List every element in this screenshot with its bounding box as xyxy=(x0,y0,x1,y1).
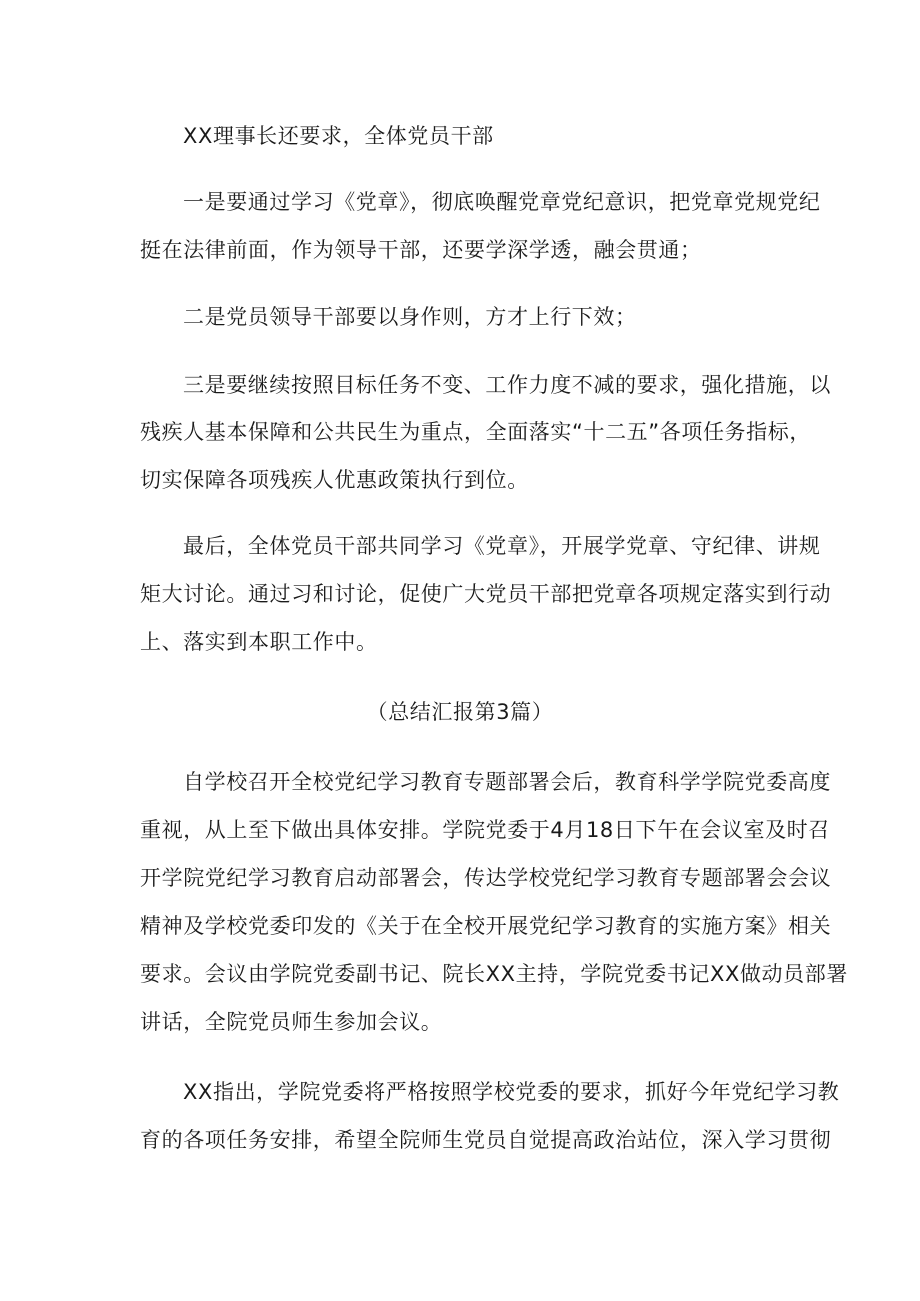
paragraph-line: 残疾人基本保障和公共民生为重点，全面落实“十二五”各项任务指标， xyxy=(140,420,811,444)
paragraph-line: 开学院党纪学习教育启动部署会，传达学校党纪学习教育专题部署会会议 xyxy=(140,866,832,890)
paragraph-line: 三是要继续按照目标任务不变、工作力度不减的要求，强化措施，以 xyxy=(183,373,831,397)
paragraph-line: 要求。会议由学院党委副书记、院长XX主持，学院党委书记XX做动员部署 xyxy=(140,962,848,986)
paragraph-line: 矩大讨论。通过习和讨论，促使广大党员干部把党章各项规定落实到行动 xyxy=(140,582,832,606)
section-heading: （总结汇报第3篇） xyxy=(366,700,554,724)
paragraph-line: 精神及学校党委印发的《关于在全校开展党纪学习教育的实施方案》相关 xyxy=(140,914,832,938)
paragraph-line: 最后，全体党员干部共同学习《党章》，开展学党章、守纪律、讲规 xyxy=(183,534,821,558)
paragraph-line: 重视，从上至下做出具体安排。学院党委于4月18日下午在会议室及时召 xyxy=(140,818,830,842)
paragraph-line: 切实保障各项残疾人优惠政策执行到位。 xyxy=(140,468,529,492)
paragraph-line: XX指出，学院党委将严格按照学校党委的要求，抓好今年党纪学习教 xyxy=(183,1080,840,1104)
paragraph-line: 上、落实到本职工作中。 xyxy=(140,630,378,654)
paragraph-line: 挺在法律前面，作为领导干部，还要学深学透，融会贯通； xyxy=(140,238,702,262)
paragraph-line: 讲话，全院党员师生参加会议。 xyxy=(140,1010,443,1034)
paragraph-line: 二是党员领导干部要以身作则，方才上行下效； xyxy=(183,305,637,329)
paragraph-line: 一是要通过学习《党章》，彻底唤醒党章党纪意识，把党章党规党纪 xyxy=(183,190,821,214)
paragraph-line: XX理事长还要求，全体党员干部 xyxy=(183,124,494,148)
paragraph-line: 自学校召开全校党纪学习教育专题部署会后，教育科学学院党委高度 xyxy=(183,770,831,794)
paragraph-line: 育的各项任务安排，希望全院师生党员自觉提高政治站位，深入学习贯彻 xyxy=(140,1128,832,1152)
